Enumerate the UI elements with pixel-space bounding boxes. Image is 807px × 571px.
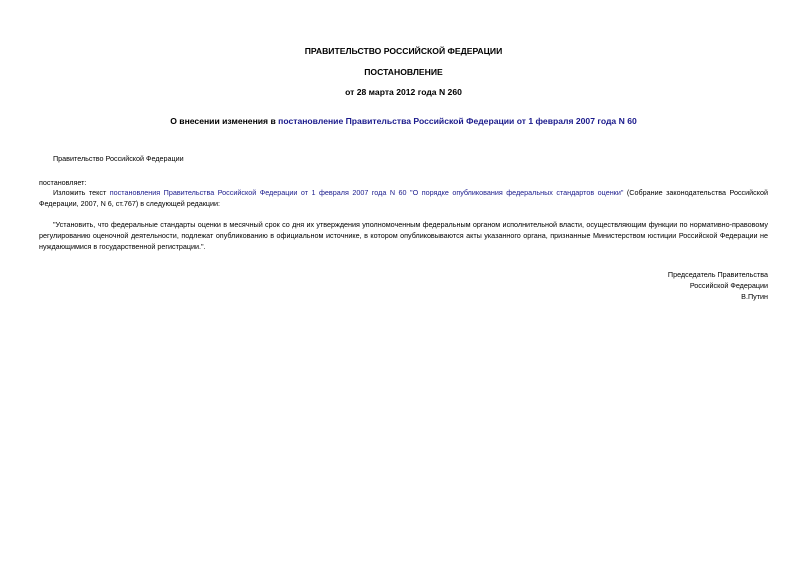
document-title (0, 116, 807, 127)
signature-title-line2: Российской Федерации (689, 281, 768, 290)
paragraph-amendment-prefix: Изложить текст (53, 188, 110, 197)
title-prefix: О внесении изменения в (170, 116, 279, 126)
title-amended-act-link[interactable]: постановление Правительства Российской Федерации от 1 февраля 2007 года N 60 (278, 116, 637, 126)
paragraph-amendment (39, 187, 768, 209)
decrees-text: постановляет: (39, 178, 87, 187)
paragraph-amendment-suffix: (Собрание законодательства Российской Федерации, 2007, N 6, ст.767) в следующей редакции: (39, 188, 769, 209)
government-heading: ПРАВИТЕЛЬСТВО РОССИЙСКОЙ ФЕДЕРАЦИИ (304, 46, 503, 56)
amended-decree-link[interactable]: постановления Правительства Российской Федерации от 1 февраля 2007 года N 60 "О порядке опубликования федеральных стандартов оценки" (109, 188, 624, 197)
signature-name: В.Путин (741, 292, 768, 301)
document-type-heading: ПОСТАНОВЛЕНИЕ (364, 67, 443, 77)
paragraph-new-text: "Установить, что федеральные стандарты оценки в месячный срок со дня их утверждения уполномоченным федеральным органом исполнительной власти, осуществляющим функции по нормативно-правовому регулированию оценочной деятельности, подлежат опубликованию в официальном источнике, в котором опубликовываются акты указанного органа, признанные Министерством юстиции Российской Федерации не нуждающимися в государственной регистрации.". (39, 220, 768, 252)
intro-text: Правительство Российской Федерации (53, 154, 184, 163)
signature-title-line1: Председатель Правительства (667, 270, 768, 279)
date-number-heading: от 28 марта 2012 года N 260 (345, 87, 462, 97)
